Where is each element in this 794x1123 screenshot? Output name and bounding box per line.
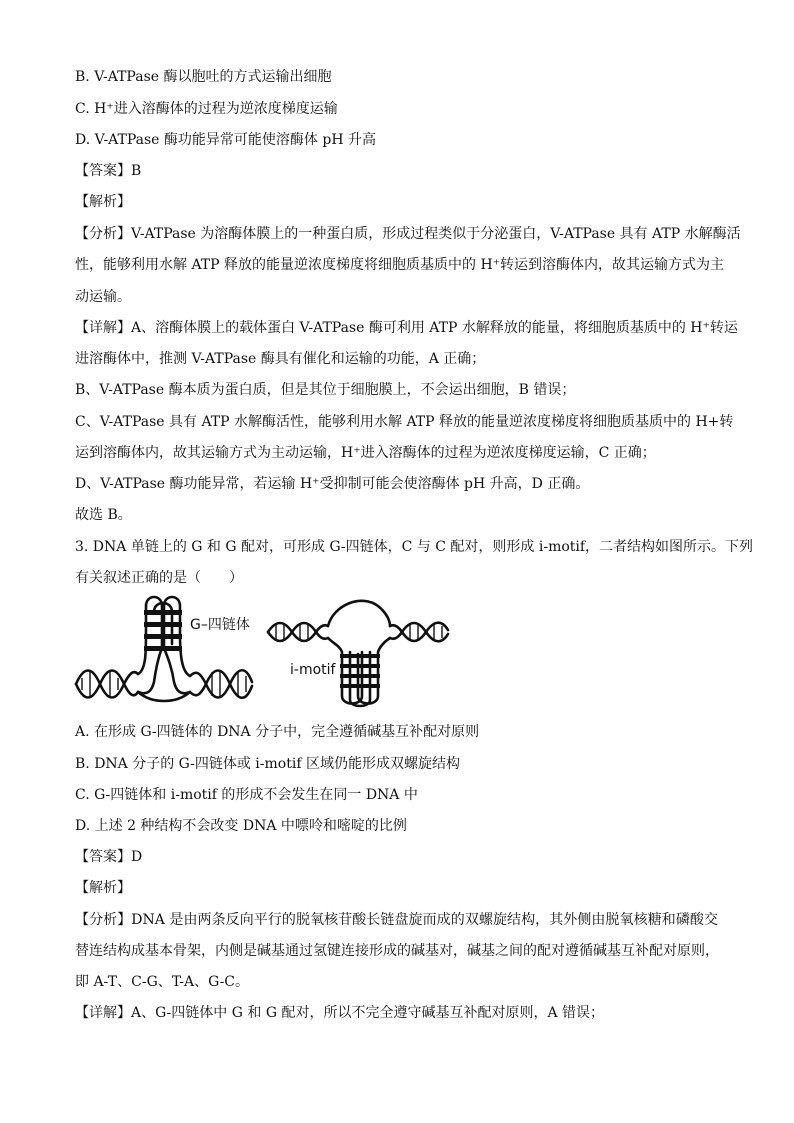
question-stem: 3. DNA 单链上的 G 和 G 配对，可形成 G-四链体，C 与 C 配对，则形成 i-motif，二者结构如图所示。下列: [75, 539, 754, 555]
g-quadruplex-label: G–四链体: [190, 617, 250, 633]
text-line: 【详解】A、G-四链体中 G 和 G 配对，所以不完全遵守碱基互补配对原则，A 错误；: [75, 1005, 605, 1021]
text-line: D. V-ATPase 酶功能异常可能使溶酶体 pH 升高: [75, 132, 376, 148]
option-a: A. 在形成 G-四链体的 DNA 分子中，完全遵循碱基互补配对原则: [75, 724, 480, 740]
text-line: C、V-ATPase 具有 ATP 水解酶活性，能够利用水解 ATP 释放的能量逆浓度梯度将细胞质基质中的 H+转: [75, 414, 734, 430]
text-line: 【分析】V-ATPase 为溶酶体膜上的一种蛋白质，形成过程类似于分泌蛋白，V-ATPase 具有 ATP 水解酶活: [75, 226, 741, 242]
text-line: 即 A-T、C-G、T-A、G-C。: [75, 974, 250, 990]
i-motif-label: i-motif: [290, 662, 336, 678]
text-line: 【分析】DNA 是由两条反向平行的脱氧核苷酸长链盘旋而成的双螺旋结构，其外侧由脱氧核糖和磷酸交: [75, 912, 718, 928]
imotif-loop: [328, 601, 390, 626]
option-c: C. G-四链体和 i-motif 的形成不会发生在同一 DNA 中: [75, 787, 418, 803]
answer-label: 【答案】D: [75, 849, 143, 865]
analysis-label: 【解析】: [75, 880, 131, 896]
text-line: 进溶酶体中，推测 V-ATPase 酶具有催化和运输的功能，A 正确；: [75, 351, 486, 367]
text-line: B. V-ATPase 酶以胞吐的方式运输出细胞: [75, 69, 332, 85]
g-tetrad: [144, 646, 182, 651]
text-line: 性，能够利用水解 ATP 释放的能量逆浓度梯度将细胞质基质中的 H⁺转运到溶酶体内，故其运输方式为主: [75, 257, 725, 273]
question-stem: 有关叙述正确的是（ ）: [75, 570, 243, 586]
option-b: B. DNA 分子的 G-四链体或 i-motif 区域仍能形成双螺旋结构: [75, 756, 460, 772]
g-tetrad: [144, 622, 182, 627]
imotif-strand: [350, 652, 370, 706]
text-line: B、V-ATPase 酶本质为蛋白质，但是其位于细胞膜上，不会运出细胞，B 错误；: [75, 382, 576, 398]
text-line: C. H⁺进入溶酶体的过程为逆浓度梯度运输: [75, 101, 338, 117]
answer-label: 【答案】B: [75, 163, 142, 179]
dna-figure-drawing: [72, 592, 452, 710]
dna-structure-figure: [72, 592, 452, 710]
g-tetrad: [144, 634, 182, 639]
c-pair: [340, 654, 380, 658]
g-tetrad: [144, 610, 182, 615]
text-line: 运到溶酶体内，故其运输方式为主动运输，H⁺进入溶酶体的过程为逆浓度梯度运输，C 正确；: [75, 445, 656, 461]
c-pair: [340, 664, 380, 668]
text-line: 故选 B。: [75, 507, 132, 523]
c-pair: [340, 684, 380, 688]
option-d: D. 上述 2 种结构不会改变 DNA 中嘌呤和嘧啶的比例: [75, 818, 407, 834]
text-line: 替连结构成基本骨架，内侧是碱基通过氢键连接形成的碱基对，碱基之间的配对遵循碱基互补配对原则，: [75, 943, 719, 959]
text-line: D、V-ATPase 酶功能异常，若运输 H⁺受抑制可能会使溶酶体 pH 升高，D 正确。: [75, 476, 590, 492]
text-line: 【详解】A、溶酶体膜上的载体蛋白 V-ATPase 酶可利用 ATP 水解释放的能量，将细胞质基质中的 H⁺转运: [75, 320, 738, 336]
c-pair: [340, 674, 380, 678]
text-line: 动运输。: [75, 289, 131, 305]
analysis-label: 【解析】: [75, 194, 131, 210]
